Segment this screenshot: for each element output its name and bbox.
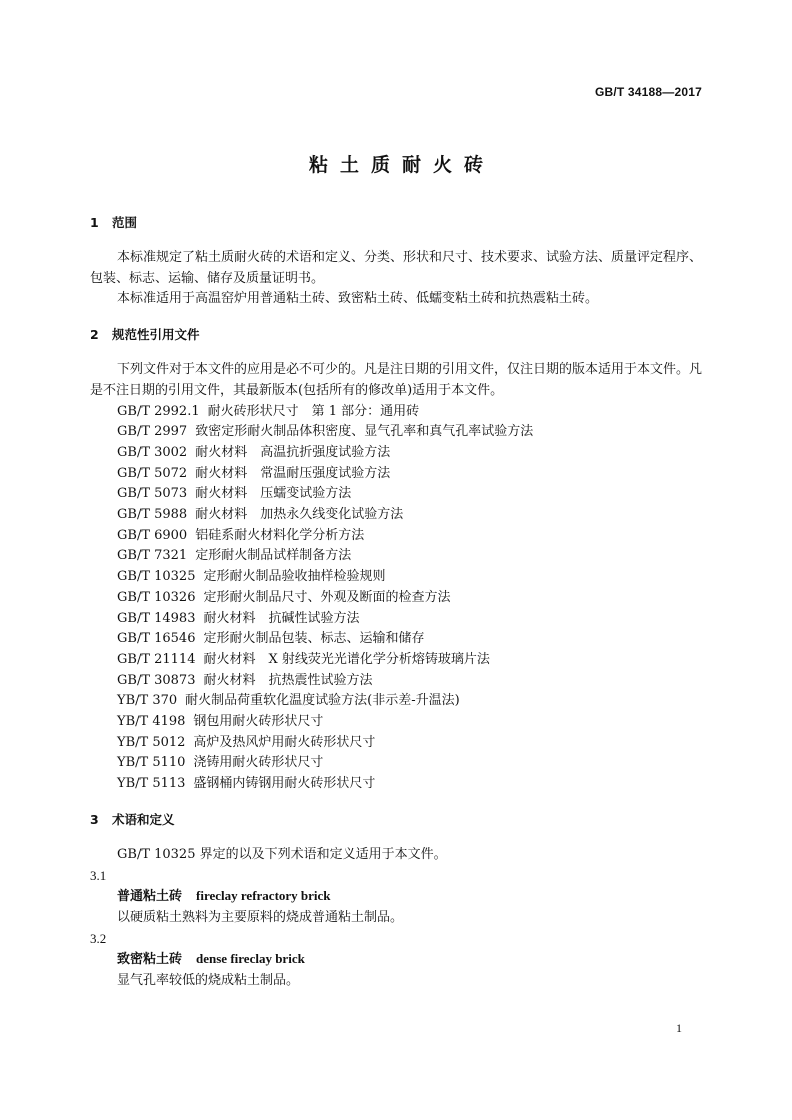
clause-number: 3.1 <box>90 867 107 883</box>
reference-code: GB/T 5073 <box>117 486 188 502</box>
reference-item <box>90 691 702 712</box>
section-number: 2 <box>90 327 99 343</box>
term-english: fireclay refractory brick <box>196 888 331 904</box>
term-english: dense fireclay brick <box>196 951 305 967</box>
reference-item <box>90 609 702 630</box>
reference-code: GB/T 2997 <box>117 424 188 440</box>
paragraph: 下列文件对于本文件的应用是必不可少的。凡是注日期的引用文件，仅注日期的版本适用于本文件。凡是不注日期的引用文件，其最新版本(包括所有的修改单)适用于本文件。 <box>90 362 703 398</box>
reference-code: GB/T 3002 <box>117 444 188 460</box>
reference-code: GB/T 5072 <box>117 465 188 481</box>
reference-title: 定形耐火制品试样制备方法 <box>195 548 352 564</box>
reference-code: YB/T 5113 <box>117 776 186 792</box>
reference-title: 高炉及热风炉用耐火砖形状尺寸 <box>193 734 376 750</box>
reference-title: 耐火材料 高温抗折强度试验方法 <box>195 444 391 460</box>
section-title: 范围 <box>112 215 138 230</box>
reference-code: GB/T 2992.1 <box>117 403 200 419</box>
reference-code: GB/T 10325 <box>117 569 196 585</box>
reference-code: GB/T 5988 <box>117 507 188 523</box>
reference-code: GB/T 30873 <box>117 672 196 688</box>
term-list <box>90 866 702 992</box>
reference-title: 定形耐火制品验收抽样检验规则 <box>203 569 386 585</box>
document-title: 粘土质耐火砖 <box>308 154 495 176</box>
reference-title: 耐火材料 抗碱性试验方法 <box>203 610 360 626</box>
reference-title: 耐火材料 X 射线荧光光谱化学分析熔铸玻璃片法 <box>203 651 490 667</box>
reference-item <box>90 567 702 588</box>
reference-code: GB/T 6900 <box>117 527 188 543</box>
section-heading-scope <box>90 213 702 233</box>
reference-title: 浇铸用耐火砖形状尺寸 <box>193 755 324 771</box>
term-definition: 以硬质粘土熟料为主要原料的烧成普通粘土制品。 <box>117 909 404 925</box>
reference-code: GB/T 14983 <box>117 610 196 626</box>
reference-title: 耐火材料 加热永久线变化试验方法 <box>195 507 404 523</box>
reference-code: GB/T 21114 <box>117 651 196 667</box>
paragraph: 本标准规定了粘土质耐火砖的术语和定义、分类、形状和尺寸、技术要求、试验方法、质量评定程序、包装、标志、运输、储存及质量证明书。 <box>90 250 703 286</box>
reference-code: GB/T 7321 <box>117 548 188 564</box>
section-heading-terms <box>90 810 702 830</box>
reference-item <box>90 629 702 650</box>
reference-item <box>90 733 702 754</box>
reference-title: 致密定形耐火制品体积密度、显气孔率和真气孔率试验方法 <box>195 424 534 440</box>
document-body <box>90 213 702 992</box>
reference-title: 定形耐火制品尺寸、外观及断面的检查方法 <box>203 589 451 605</box>
reference-title: 耐火材料 常温耐压强度试验方法 <box>195 465 391 481</box>
section-number: 3 <box>90 811 99 827</box>
reference-code: YB/T 5110 <box>117 755 186 771</box>
paragraph: GB/T 10325 界定的以及下列术语和定义适用于本文件。 <box>117 846 447 862</box>
reference-item <box>90 402 702 423</box>
term-entry <box>90 949 702 971</box>
reference-code: YB/T 5012 <box>117 734 186 750</box>
page-number: 1 <box>676 1021 682 1035</box>
reference-item <box>90 712 702 733</box>
reference-title: 盛钢桶内铸钢用耐火砖形状尺寸 <box>193 776 376 792</box>
reference-list <box>90 402 702 795</box>
reference-code: GB/T 10326 <box>117 589 196 605</box>
reference-code: YB/T 370 <box>117 693 178 709</box>
reference-title: 耐火砖形状尺寸 第 1 部分：通用砖 <box>207 403 420 419</box>
reference-code: YB/T 4198 <box>117 714 186 730</box>
standard-code: GB/T 34188—2017 <box>594 85 702 99</box>
reference-item <box>90 422 702 443</box>
reference-item <box>90 753 702 774</box>
reference-item <box>90 464 702 485</box>
term-definition: 显气孔率较低的烧成粘土制品。 <box>117 973 300 989</box>
reference-code: GB/T 16546 <box>117 631 196 647</box>
term-entry <box>90 886 702 908</box>
paragraph: 本标准适用于高温窑炉用普通粘土砖、致密粘土砖、低蠕变粘土砖和抗热震粘土砖。 <box>117 291 599 307</box>
reference-item <box>90 505 702 526</box>
reference-title: 耐火制品荷重软化温度试验方法(非示差-升温法) <box>185 693 460 709</box>
reference-item <box>90 526 702 547</box>
clause-number: 3.2 <box>90 930 107 946</box>
section-title: 规范性引用文件 <box>112 327 200 343</box>
reference-title: 耐火材料 压蠕变试验方法 <box>195 486 352 502</box>
reference-item <box>90 774 702 795</box>
reference-item <box>90 650 702 671</box>
term-chinese: 普通粘土砖 <box>117 889 183 905</box>
reference-item <box>90 484 702 505</box>
section-title: 术语和定义 <box>112 811 175 827</box>
reference-title: 耐火材料 抗热震性试验方法 <box>203 672 373 688</box>
reference-item <box>90 588 702 609</box>
section-number: 1 <box>90 215 99 230</box>
reference-title: 铝硅系耐火材料化学分析方法 <box>195 527 365 543</box>
reference-item <box>90 443 702 464</box>
reference-title: 定形耐火制品包装、标志、运输和储存 <box>203 631 425 647</box>
reference-title: 钢包用耐火砖形状尺寸 <box>193 714 324 730</box>
term-chinese: 致密粘土砖 <box>117 952 183 968</box>
reference-item <box>90 546 702 567</box>
section-heading-normative-refs <box>90 325 702 345</box>
reference-item <box>90 671 702 692</box>
